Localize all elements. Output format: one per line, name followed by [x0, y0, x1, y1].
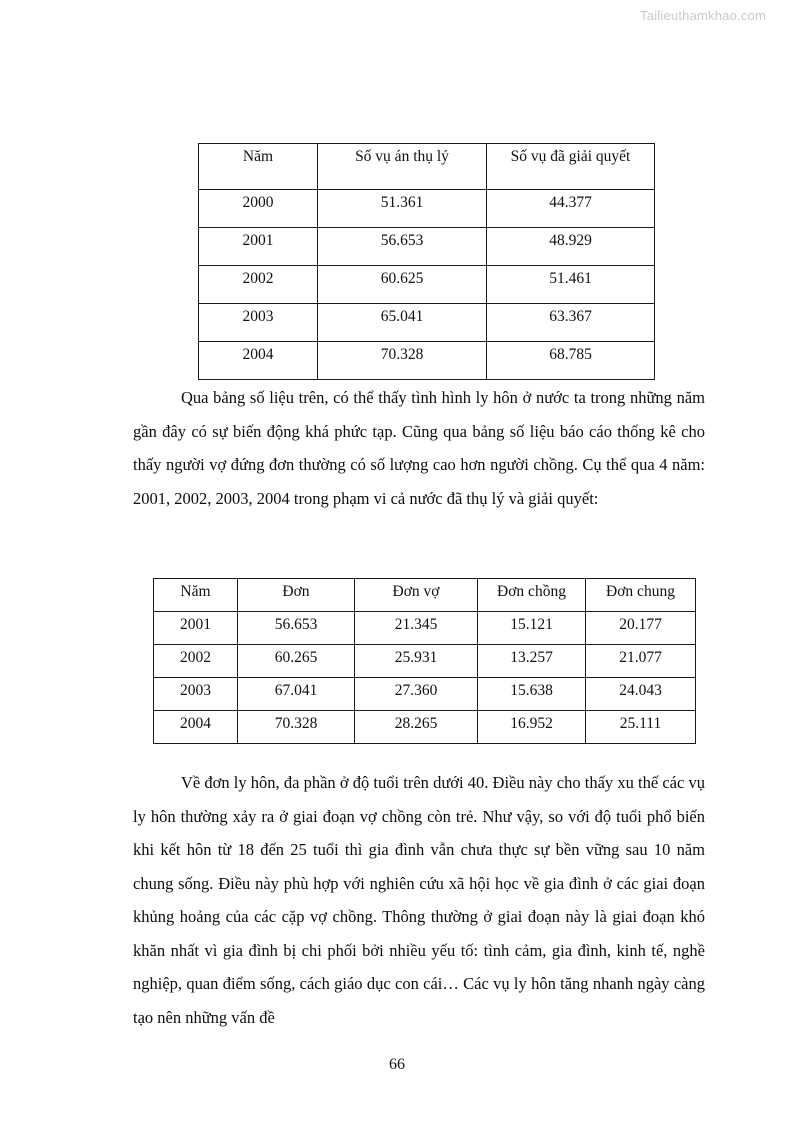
- table-row: [199, 266, 655, 304]
- table2-cell-year: 2004: [154, 711, 238, 744]
- table2-cell-wife: 28.265: [355, 711, 478, 744]
- table2-cell-husband: 15.638: [478, 678, 586, 711]
- table2-cell-joint: 21.077: [586, 645, 696, 678]
- table-header-row: [199, 144, 655, 190]
- table1-cell-resolved: 68.785: [487, 342, 655, 380]
- table-divorce-cases: [198, 143, 655, 380]
- page-number: 66: [389, 1056, 405, 1073]
- site-watermark: Tailieuthamkhao.com: [640, 8, 766, 23]
- table1-cell-received: 60.625: [318, 266, 487, 304]
- table1-cell-received: 51.361: [318, 190, 487, 228]
- table-row: [199, 228, 655, 266]
- table1-header-cell: Số vụ án thụ lý: [318, 144, 487, 190]
- table1-cell-resolved: 63.367: [487, 304, 655, 342]
- table1-cell-year: 2003: [199, 304, 318, 342]
- table1-header-cell: Số vụ đã giải quyết: [487, 144, 655, 190]
- table2-cell-joint: 20.177: [586, 612, 696, 645]
- table1-cell-resolved: 44.377: [487, 190, 655, 228]
- table2-header-cell: Đơn chung: [586, 579, 696, 612]
- table-row: [199, 190, 655, 228]
- table2-header-cell: Năm: [154, 579, 238, 612]
- table2-cell-joint: 24.043: [586, 678, 696, 711]
- table2-cell-wife: 27.360: [355, 678, 478, 711]
- table2-cell-year: 2001: [154, 612, 238, 645]
- table2-cell-husband: 15.121: [478, 612, 586, 645]
- table-row: [154, 612, 696, 645]
- table2-cell-year: 2003: [154, 678, 238, 711]
- table-row: [154, 678, 696, 711]
- table2-cell-wife: 21.345: [355, 612, 478, 645]
- table2-cell-total: 67.041: [238, 678, 355, 711]
- table-divorce-petitions-wrapper: [153, 578, 695, 744]
- table2-header-cell: Đơn chồng: [478, 579, 586, 612]
- table-header-row: [154, 579, 696, 612]
- table1-cell-received: 70.328: [318, 342, 487, 380]
- table1-cell-resolved: 51.461: [487, 266, 655, 304]
- table2-cell-total: 60.265: [238, 645, 355, 678]
- table-divorce-petitions: [153, 578, 696, 744]
- table2-cell-wife: 25.931: [355, 645, 478, 678]
- table1-cell-year: 2000: [199, 190, 318, 228]
- table2-cell-year: 2002: [154, 645, 238, 678]
- table1-cell-year: 2001: [199, 228, 318, 266]
- table2-cell-husband: 16.952: [478, 711, 586, 744]
- table-row: [199, 304, 655, 342]
- table1-cell-year: 2004: [199, 342, 318, 380]
- paragraph-age-analysis: Về đơn ly hôn, đa phần ở độ tuổi trên dưới 40. Điều này cho thấy xu thế các vụ ly hôn thường xảy ra ở giai đoạn vợ chồng còn trẻ. Như vậy, so với độ tuổi phổ biến khi kết hôn từ 18 đến 25 tuổi thì gia đình vẫn chưa thực sự bền vững sau 10 năm chung sống. Điều này phù hợp với nghiên cứu xã hội học về gia đình ở các giai đoạn khủng hoảng của các cặp vợ chồng. Thông thường ở giai đoạn này là giai đoạn khó khăn nhất vì gia đình bị chi phối bởi nhiều yếu tố: tình cảm, gia đình, kinh tế, nghề nghiệp, quan điểm sống, cách giáo dục con cái… Các vụ ly hôn tăng nhanh ngày càng tạo nên những vấn đề: [133, 773, 705, 1027]
- table2-cell-total: 70.328: [238, 711, 355, 744]
- table2-cell-total: 56.653: [238, 612, 355, 645]
- table-row: [199, 342, 655, 380]
- paragraph-analysis-intro: Qua bảng số liệu trên, có thể thấy tình hình ly hôn ở nước ta trong những năm gần đây có sự biến động khá phức tạp. Cũng qua bảng số liệu báo cáo thống kê cho thấy người vợ đứng đơn thường có số lượng cao hơn người chồng. Cụ thể qua 4 năm: 2001, 2002, 2003, 2004 trong phạm vi cả nước đã thụ lý và giải quyết:: [133, 388, 705, 508]
- table1-cell-received: 65.041: [318, 304, 487, 342]
- table1-header-cell: Năm: [199, 144, 318, 190]
- table-row: [154, 645, 696, 678]
- table2-cell-husband: 13.257: [478, 645, 586, 678]
- table1-cell-resolved: 48.929: [487, 228, 655, 266]
- table-row: [154, 711, 696, 744]
- table-divorce-cases-wrapper: [198, 143, 654, 380]
- table2-cell-joint: 25.111: [586, 711, 696, 744]
- table2-header-cell: Đơn: [238, 579, 355, 612]
- table1-cell-year: 2002: [199, 266, 318, 304]
- table2-header-cell: Đơn vợ: [355, 579, 478, 612]
- table1-cell-received: 56.653: [318, 228, 487, 266]
